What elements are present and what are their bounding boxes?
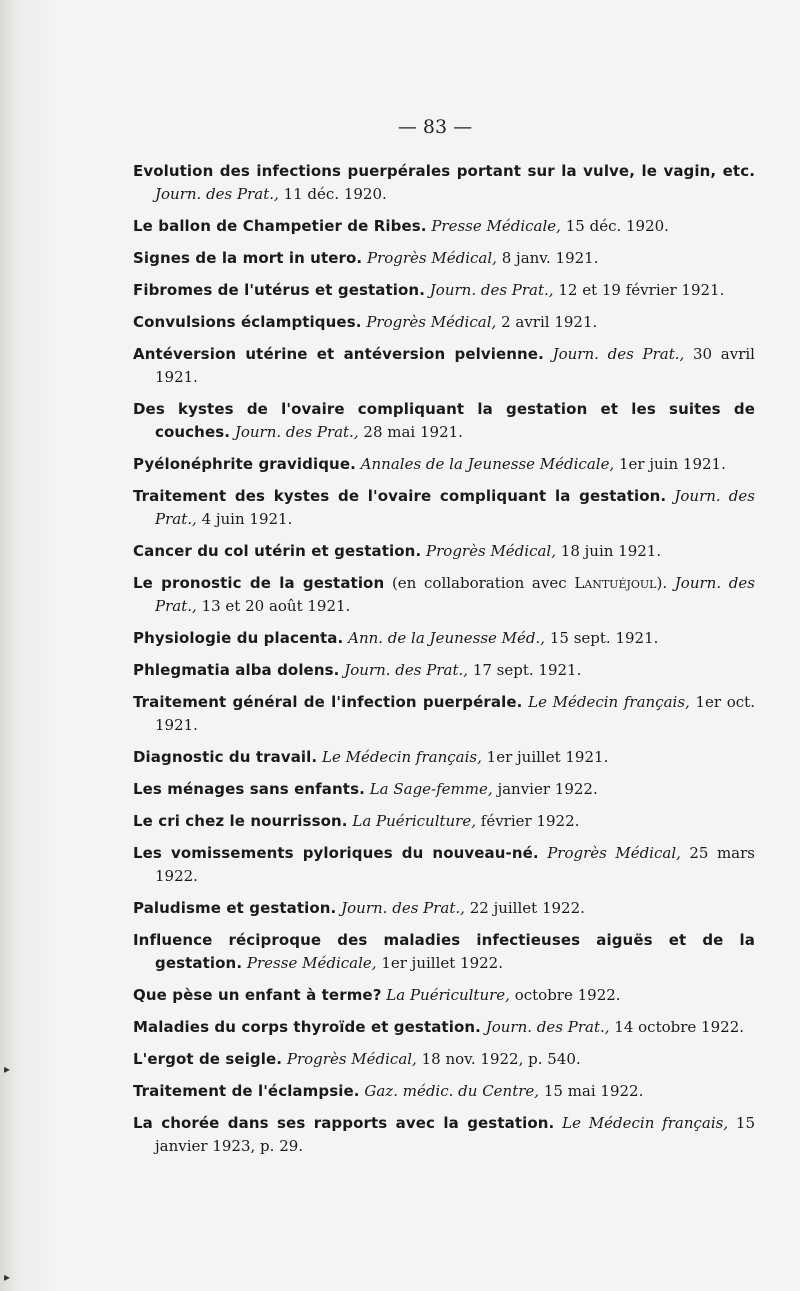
entry-title: Pyélonéphrite gravidique. (133, 455, 356, 473)
publication-entry (133, 398, 755, 444)
publication-entry (133, 842, 755, 888)
publication-entry (133, 279, 755, 302)
entry-source: Le Médecin français, (562, 1114, 729, 1132)
entry-source: La Sage-femme, (369, 780, 493, 798)
publication-entry (133, 746, 755, 769)
entry-title: Diagnostic du travail. (133, 748, 318, 766)
entry-title: Influence réciproque des maladies infectieuses aiguës et de la gestation. (133, 931, 755, 972)
entry-note-suffix: ). (656, 574, 668, 592)
publication-entry (133, 778, 755, 801)
entry-source: Progrès Médical, (366, 313, 497, 331)
entry-source: Progrès Médical, (547, 844, 681, 862)
publication-list (133, 160, 755, 1167)
entry-title: Physiologie du placenta. (133, 629, 344, 647)
entry-title: Les vomissements pyloriques du nouveau-né. (133, 844, 539, 862)
entry-date: 15 mai 1922. (543, 1082, 644, 1100)
entry-date: 2 avril 1921. (501, 313, 598, 331)
entry-title: Phlegmatia alba dolens. (133, 661, 340, 679)
publication-entry (133, 897, 755, 920)
entry-source: Progrès Médical, (426, 542, 556, 560)
entry-source: Presse Médicale, (246, 954, 377, 972)
entry-source: Journ. des Prat., (155, 487, 755, 528)
entry-title: Traitement général de l'infection puerpérale. (133, 693, 523, 711)
entry-date: 17 sept. 1921. (472, 661, 582, 679)
entry-title: Traitement des kystes de l'ovaire compliquant la gestation. (133, 487, 667, 505)
publication-entry (133, 343, 755, 389)
entry-title: Fibromes de l'utérus et gestation. (133, 281, 425, 299)
entry-source: Journ. des Prat., (485, 1018, 610, 1036)
entry-date: 8 janv. 1921. (501, 249, 599, 267)
entry-title: Cancer du col utérin et gestation. (133, 542, 422, 560)
publication-entry (133, 659, 755, 682)
publication-entry (133, 247, 755, 270)
entry-date: 15 janvier 1923, p. 29. (155, 1114, 755, 1155)
entry-date: 1er juin 1921. (619, 455, 726, 473)
entry-title: Antéversion utérine et antéversion pelvienne. (133, 345, 544, 363)
entry-date: 15 sept. 1921. (549, 629, 659, 647)
entry-date: janvier 1922. (497, 780, 598, 798)
publication-entry (133, 810, 755, 833)
publication-entry (133, 1016, 755, 1039)
publication-entry (133, 691, 755, 737)
entry-source: Le Médecin français, (528, 693, 690, 711)
entry-source: La Puériculture, (352, 812, 476, 830)
entry-date: 12 et 19 février 1921. (558, 281, 725, 299)
entry-title: Le pronostic de la gestation (133, 574, 385, 592)
entry-title: Les ménages sans enfants. (133, 780, 365, 798)
entry-date: 22 juillet 1922. (469, 899, 585, 917)
entry-date: 18 juin 1921. (560, 542, 662, 560)
entry-date: 11 déc. 1920. (283, 185, 387, 203)
entry-date: octobre 1922. (514, 986, 621, 1004)
entry-date: 4 juin 1921. (201, 510, 293, 528)
publication-entry (133, 572, 755, 618)
entry-title: La chorée dans ses rapports avec la gestation. (133, 1114, 555, 1132)
entry-title: Que pèse un enfant à terme? (133, 986, 382, 1004)
entry-title: Le ballon de Champetier de Ribes. (133, 217, 427, 235)
publication-entry (133, 1048, 755, 1071)
entry-title: Des kystes de l'ovaire compliquant la gestation et les suites de couches. (133, 400, 755, 441)
entry-date: février 1922. (480, 812, 580, 830)
entry-source: Journ. des Prat., (155, 185, 279, 203)
entry-title: Convulsions éclamptiques. (133, 313, 362, 331)
entry-date: 15 déc. 1920. (565, 217, 669, 235)
entry-source: Journ. des Prat., (429, 281, 554, 299)
entry-source: Journ. des Prat., (234, 423, 359, 441)
entry-date: 25 mars 1922. (155, 844, 755, 885)
entry-source: Journ. des Prat., (552, 345, 685, 363)
entry-note-prefix: (en collaboration avec (391, 574, 567, 592)
publication-entry (133, 485, 755, 531)
entry-title: Le cri chez le nourrisson. (133, 812, 348, 830)
entry-date: 1er oct. 1921. (155, 693, 755, 734)
entry-date: 18 nov. 1922, p. 540. (421, 1050, 581, 1068)
entry-source: Journ. des Prat., (341, 899, 465, 917)
publication-entry (133, 453, 755, 476)
publication-entry (133, 540, 755, 563)
entry-source: Annales de la Jeunesse Médicale, (360, 455, 615, 473)
entry-title: Signes de la mort in utero. (133, 249, 363, 267)
publication-entry (133, 1080, 755, 1103)
publication-entry (133, 929, 755, 975)
entry-source: Gaz. médic. du Centre, (364, 1082, 540, 1100)
publication-entry (133, 311, 755, 334)
entry-date: 30 avril 1921. (155, 345, 755, 386)
entry-title: Traitement de l'éclampsie. (133, 1082, 360, 1100)
publication-entry (133, 160, 755, 206)
entry-source: Journ. des Prat., (155, 574, 755, 615)
publication-entry (133, 1112, 755, 1158)
entry-source: Progrès Médical, (286, 1050, 417, 1068)
publication-entry (133, 627, 755, 650)
entry-source: Progrès Médical, (366, 249, 497, 267)
entry-title: Maladies du corps thyroïde et gestation. (133, 1018, 481, 1036)
entry-date: 13 et 20 août 1921. (201, 597, 351, 615)
margin-mark-icon: ▸ (4, 1270, 11, 1284)
publication-entry (133, 215, 755, 238)
entry-source: La Puériculture, (386, 986, 510, 1004)
publication-entry (133, 984, 755, 1007)
entry-title: Paludisme et gestation. (133, 899, 337, 917)
entry-source: Journ. des Prat., (344, 661, 469, 679)
margin-mark-icon: ▸ (4, 1062, 11, 1076)
entry-source: Ann. de la Jeunesse Méd., (348, 629, 546, 647)
entry-coauthor: Lantuéjoul (574, 574, 657, 592)
entry-date: 28 mai 1921. (363, 423, 463, 441)
entry-date: 14 octobre 1922. (614, 1018, 745, 1036)
page-number: — 83 — (397, 116, 473, 138)
entry-title: L'ergot de seigle. (133, 1050, 283, 1068)
entry-title: Evolution des infections puerpérales portant sur la vulve, le vagin, etc. (133, 162, 755, 180)
entry-source: Presse Médicale, (431, 217, 561, 235)
entry-date: 1er juillet 1921. (486, 748, 609, 766)
entry-source: Le Médecin français, (321, 748, 482, 766)
entry-date: 1er juillet 1922. (381, 954, 503, 972)
